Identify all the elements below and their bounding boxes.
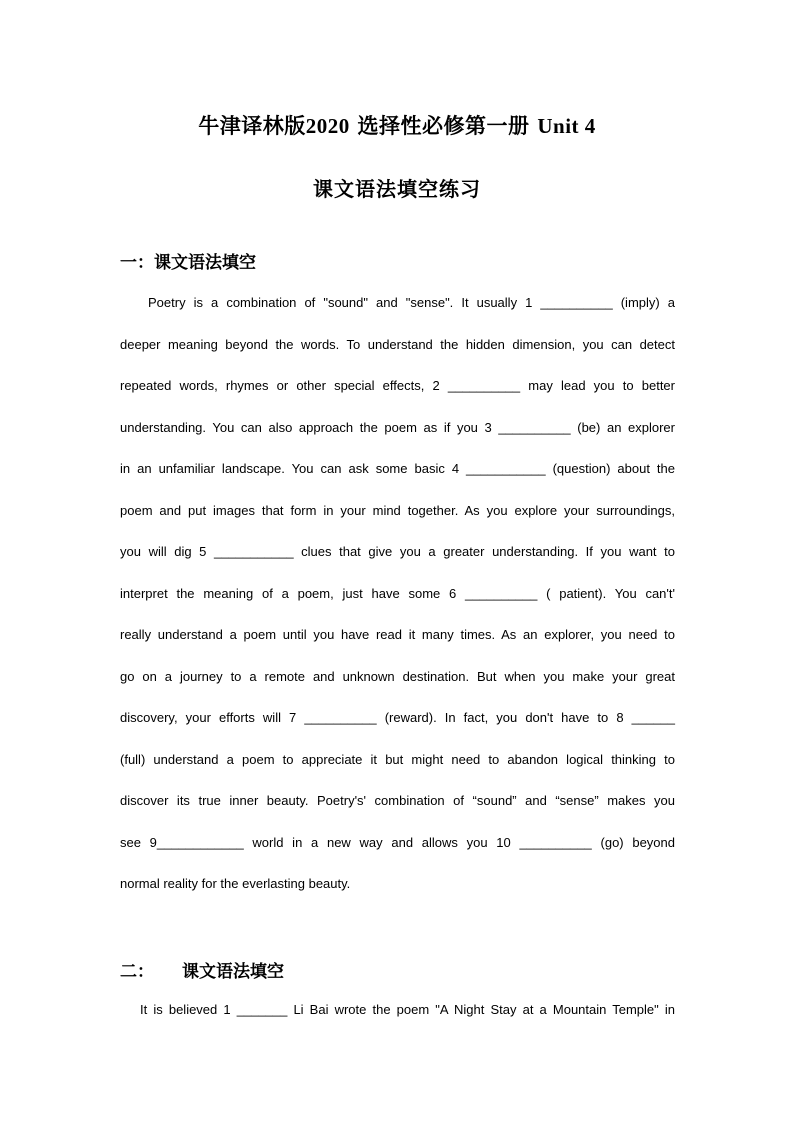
title-year: 2020: [305, 114, 350, 138]
section2-heading-text: 课文语法填空: [182, 962, 284, 982]
title-unit: Unit 4: [537, 114, 596, 138]
passage-line: normal reality for the everlasting beauty.: [120, 876, 351, 891]
title-publisher: 牛津译林版: [198, 114, 306, 138]
section2-heading-number: 二：: [120, 962, 154, 982]
document-subtitle: 课文语法填空练习: [313, 177, 481, 201]
passage-line: understanding. You can also approach the poem as if you 3 __________ (be) an explorer: [120, 419, 675, 435]
passage-line: repeated words, rhymes or other special effects, 2 __________ may lead you to better: [120, 378, 675, 393]
passage-line: poem and put images that form in your mind together. As you explore your surroundings,: [120, 502, 675, 518]
passage-line: go on a journey to a remote and unknown destination. But when you make your great: [120, 668, 675, 684]
section1-heading: 一：课文语法填空: [120, 253, 256, 273]
passage-line: discover its true inner beauty. Poetry's' combination of “sound” and “sense” makes you: [120, 793, 675, 808]
passage-line: interpret the meaning of a poem, just have some 6 __________ ( patient). You can't': [120, 585, 675, 601]
passage-line: in an unfamiliar landscape. You can ask some basic 4 ___________ (question) about the: [120, 461, 675, 476]
document-title: [0, 110, 794, 140]
passage-line: It is believed 1 _______ Li Bai wrote the poem "A Night Stay at a Mountain Temple" in: [140, 1002, 675, 1017]
passage-line: deeper meaning beyond the words. To understand the hidden dimension, you can detect: [120, 336, 675, 352]
passage-line: you will dig 5 ___________ clues that give you a greater understanding. If you want to: [120, 544, 675, 559]
passage-line: Poetry is a combination of "sound" and "sense". It usually 1 __________ (imply) a: [148, 295, 675, 310]
section2-heading: [120, 957, 284, 982]
passage-line: really understand a poem until you have read it many times. As an explorer, you need to: [120, 627, 675, 642]
title-volume: 选择性必修第一册: [357, 114, 530, 138]
passage-line: see 9____________ world in a new way and allows you 10 __________ (go) beyond: [120, 834, 675, 850]
section2-passage: [120, 1003, 675, 1045]
passage-line: discovery, your efforts will 7 __________ (reward). In fact, you don't have to 8 ______: [120, 710, 675, 725]
passage-line: (full) understand a poem to appreciate it but might need to abandon logical thinking to: [120, 751, 675, 767]
section1-passage: [120, 296, 675, 919]
